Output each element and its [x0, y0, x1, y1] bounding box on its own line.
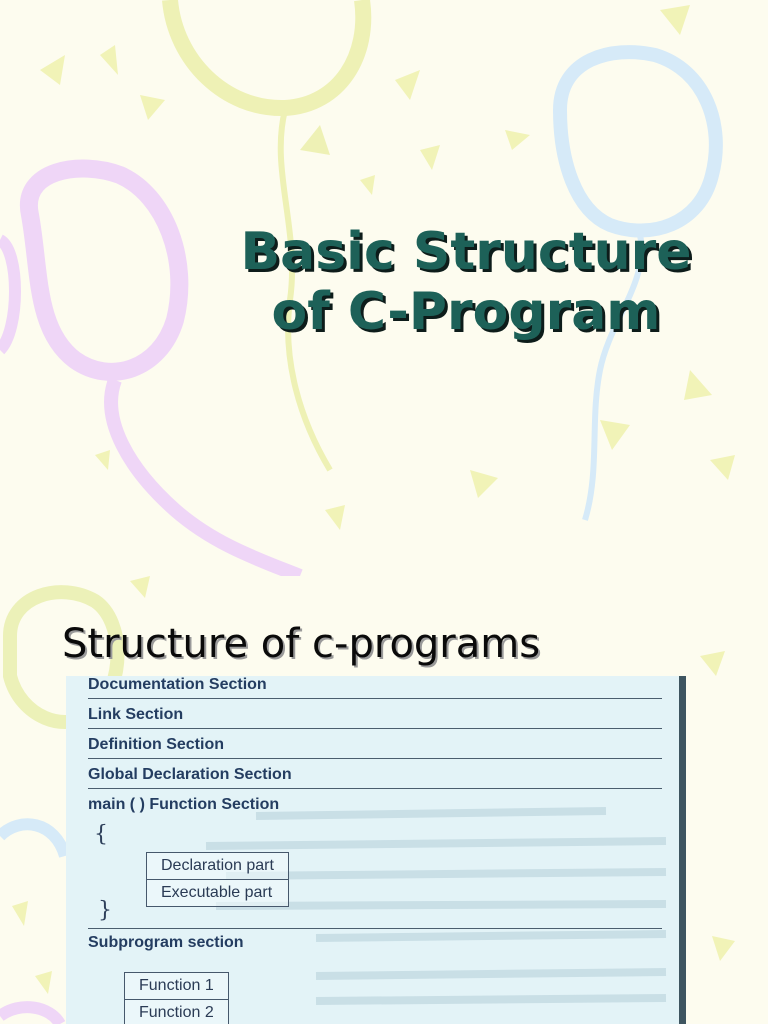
documentation-section-label: Documentation Section [88, 676, 267, 693]
divider [88, 928, 662, 929]
executable-part-cell: Executable part [147, 880, 289, 907]
divider [88, 698, 662, 699]
functions-table [124, 972, 229, 1024]
declaration-part-cell: Declaration part [147, 853, 289, 880]
main-function-section-label: main ( ) Function Section [88, 796, 280, 813]
blue-balloon-decoration-2 [0, 824, 65, 856]
scan-edge [679, 676, 686, 1024]
title-line-1: Basic Structure [240, 222, 692, 282]
close-brace: } [98, 898, 112, 923]
slide-heading: Structure of c-programs [62, 621, 541, 667]
main-parts-table [146, 852, 289, 907]
function-1-cell: Function 1 [125, 973, 229, 1000]
structure-figure [66, 676, 686, 1024]
title-line-2: of C-Program [271, 282, 661, 342]
definition-section-label: Definition Section [88, 736, 224, 753]
link-section-label: Link Section [88, 706, 184, 723]
subprogram-section-label: Subprogram section [88, 934, 244, 951]
divider [88, 788, 662, 789]
divider [88, 728, 662, 729]
slide-title [200, 222, 732, 342]
function-2-cell: Function 2 [125, 1000, 229, 1024]
global-declaration-section-label: Global Declaration Section [88, 766, 292, 783]
divider [88, 758, 662, 759]
open-brace: { [94, 822, 108, 847]
violet-balloon-decoration-2 [0, 1007, 60, 1024]
